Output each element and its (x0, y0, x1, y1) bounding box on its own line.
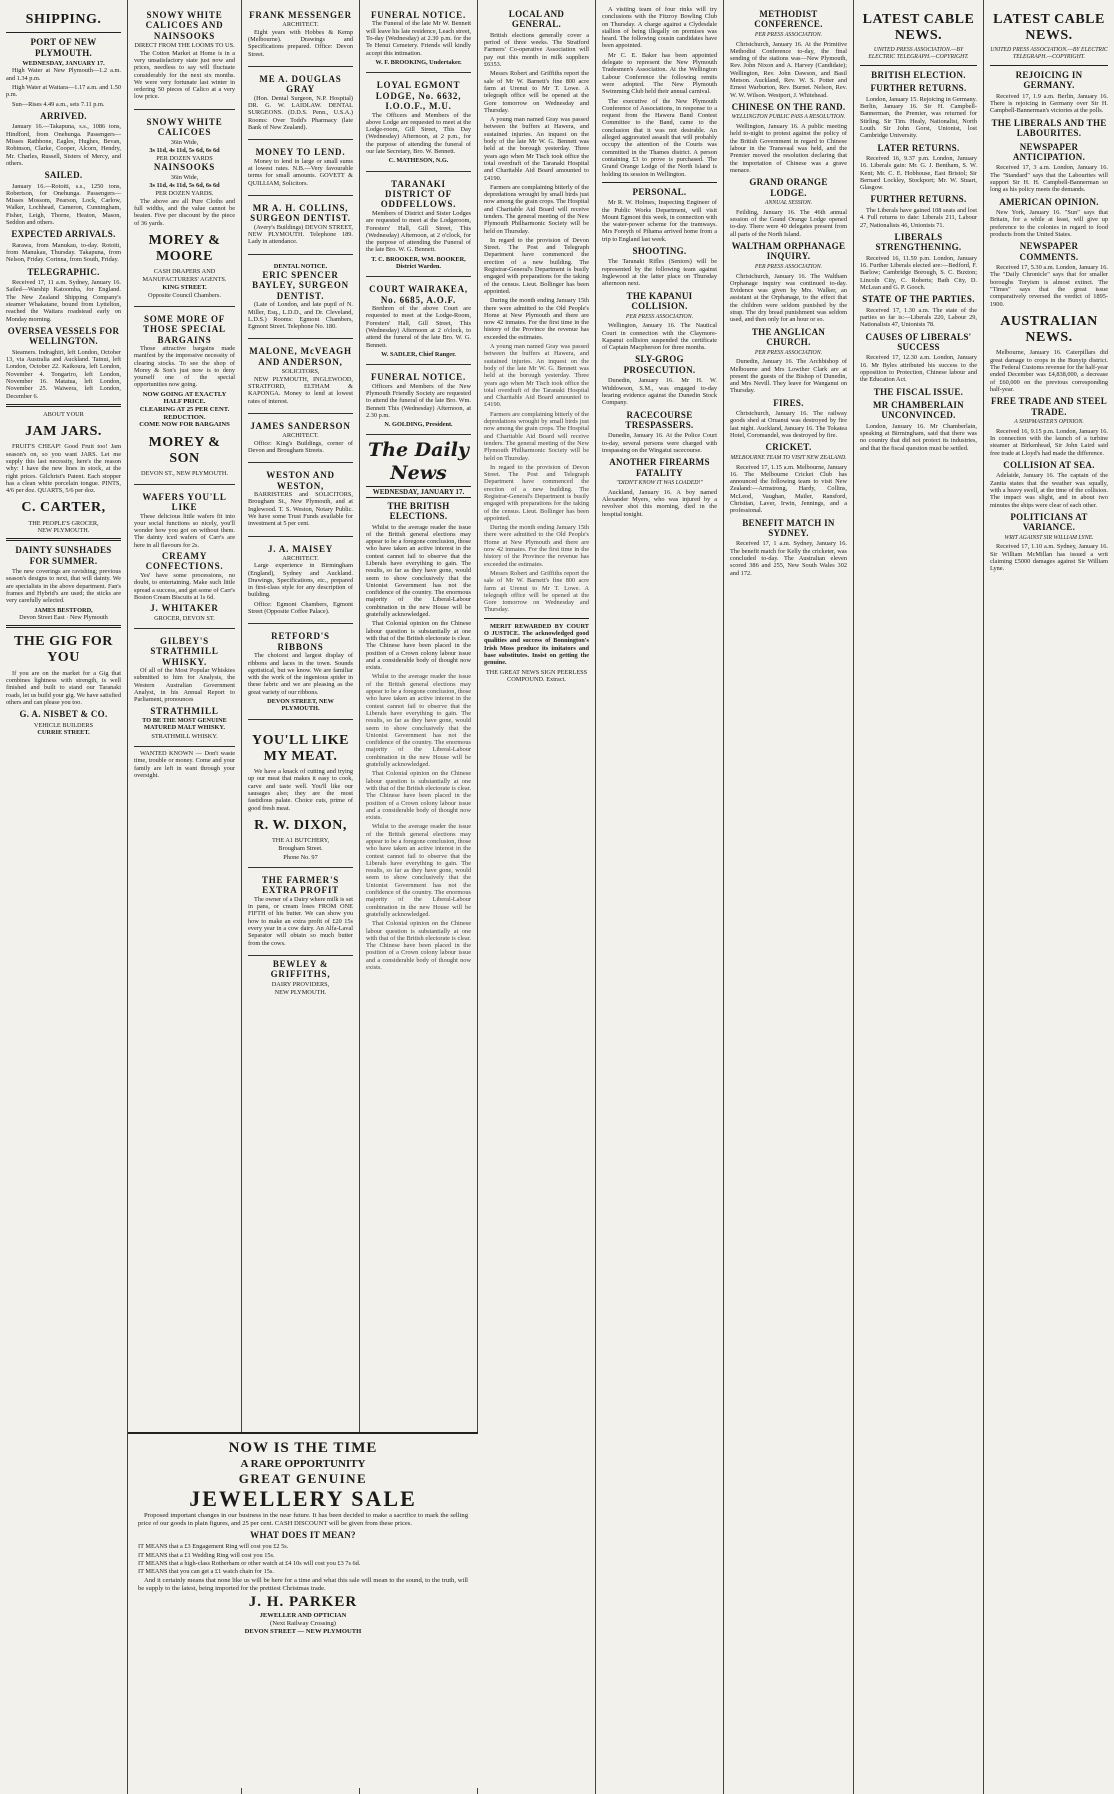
farmer-heading: THE FARMER'S EXTRA PROFIT (261, 874, 340, 896)
nisbet-sub: VEHICLE BUILDERS (33, 721, 94, 729)
local-text-3: A young man named Gray was passed between the buffers at Hawera, and sustained injuries. An inquest on the body of the late Mr W. G. Bennett was held at the borough yesterday. Three years ago when Mr Tisch took office the total overdraft of the Taranaki Hospital and Charitable Aid Board amounted to £4190. (484, 116, 589, 182)
merit-text: MERIT REWARDED BY COURT O JUSTICE. The acknowledged good qualities and success of Bonnington's Irish Moss produce its imitators and base substitutes. Insist on getting the genuine. (484, 622, 589, 667)
malone-sub: SOLICITORS, (281, 368, 320, 376)
anticipation-text: Received 17, 3 a.m. London, January 16. The "Standard" says that the Labourites will support Sir H. H. Campbell-Bannerman so long as his policy meets the demands. (990, 164, 1108, 194)
whitaker-name: J. WHITAKER (150, 603, 219, 614)
jewellery-sale-ad (128, 1432, 478, 1788)
clearing: CLEARING AT 25 PER CENT. REDUCTION. (139, 406, 230, 421)
morey-moore-loc: Opposite Council Chambers. (148, 292, 221, 300)
messenger-sub: ARCHITECT. (282, 21, 319, 29)
special-bargains-heading: SOME MORE OF THOSE SPECIAL BARGAINS (143, 313, 226, 345)
shooting-text: The Taranaki Rifles (Seniors) will be represented by the following team against Inglewood at the latter place on Thursday afternoon next. (602, 258, 717, 288)
sanderson-text: Office: King's Buildings, corner of Devon and Brougham Streets. (248, 439, 353, 454)
column-9 (984, 0, 1114, 1794)
expected-heading: EXPECTED ARRIVALS. (11, 229, 116, 240)
gray-text: (Hon. Dental Surgeon, N.P. Hospital) DR. G. W. LAIDLAW. DENTAL SURGEONS. (D.D.S. Penn., U.S.A.) Rooms: Over Todd's Pharmacy (late Bank of New Zealand). (248, 94, 353, 131)
gray-name: ME A. DOUGLAS GRAY (259, 73, 342, 95)
funeral-sig: W. F. BROOKING, Undertaker. (375, 58, 462, 66)
cable-heading-2: LATEST CABLE NEWS. (993, 12, 1105, 44)
racecourse-heading: RACECOURSE TRESPASSERS. (625, 409, 694, 430)
nainsooks-width: 36in Wide, (170, 173, 199, 181)
anglican-heading: THE ANGLICAN CHURCH. (751, 326, 826, 348)
means-item: IT MEANS that a £3 Engagement Ring will cost you £2 5s. (138, 1543, 289, 1551)
sailed-text: January 16.—Rotoiti, s.s., 1250 tons, Robertson, for Onehunga. Passengers—Misses Mossom, Pearson, Lock, Carlow, Walker, Lochhead, Cameron, Cunningham, Fisher, Leigh, Thorne, Heaton, Mason, Seddon and others. (6, 182, 121, 227)
funeral2-heading: FUNERAL NOTICE. (370, 372, 466, 383)
cricket-sub: MELBOURNE TEAM TO VISIT NEW ZEALAND. (730, 454, 847, 461)
waltham-text: Christchurch, January 16. The Waltham Orphanage inquiry was continued to-day. Evidence was given by Mrs. Walker, an assistant at the Orphanage, to the effect that the children were seldom punished by the strap. The dry bread punishment was seldom used, and then only for an hour or so. (730, 272, 847, 324)
dixon-loc: Brougham Street. (278, 845, 323, 853)
dainty-text: The new coverings are ravishing; previous season's designs to next, that will dainty. We are specialists in the above department. Fan's frames and Hybrid's are used; the sticks are very carefully selected. (6, 568, 121, 605)
morey-moore-name: MOREY & MOORE (148, 232, 221, 265)
funeral-heading: FUNERAL NOTICE. (370, 10, 466, 20)
money-text: Money to lend in large or small sums at lowest rates. N.B.—Very favourable terms for small amounts. GOVETT & QUILLIAM, Solicitors. (248, 157, 353, 187)
maisey-text: Large experience in Birmingham (England), Sydney and Auckland. Drawings, Specifications, etc., prepared in first-class style for any description of building. (248, 562, 353, 599)
local-text-4: Farmers are complaining bitterly of the depredations wrought by small birds just now among the grain crops. The Hospital and Charitable Aid Board will receive tenders. The general meeting of the New Plymouth Philharmonic Society will be held on Thursday. (484, 183, 589, 235)
bestford-loc: Devon Street East · New Plymouth (19, 613, 108, 621)
chamberlain-heading: MR CHAMBERLAIN UNCONVINCED. (873, 400, 964, 421)
further-returns-text: The Liberals have gained 108 seats and lost 4. Full returns to date: Liberals 211, Labour 27, Nationalists 46, Unionists 71. (860, 206, 977, 229)
column-1 (0, 0, 128, 1794)
anglican-sub: PER PRESS ASSOCIATION. (754, 349, 823, 356)
maisey-name: J. A. MAISEY (267, 543, 334, 554)
sanderson-sub: ARCHITECT. (282, 432, 319, 440)
australian-heading: AUSTRALIAN NEWS. (1000, 313, 1098, 346)
court-text: Brethren of the above Court are requested to meet at the Lodge-Room, Foresters' Hall, Gill Street, This (Wednesday) Afternoon at 2 o'clock, to attend the funeral of the late Bro. W. G. Bennett. (366, 305, 471, 349)
calicoes-width: 36in Wide, (170, 138, 199, 146)
shipowner-text: Received 16, 9.15 p.m. London, January 16. In connection with the launch of a turbine steamer at Birkenhead, Sir John Laird said free trade at Lloyd's had made the difference. (990, 427, 1108, 457)
sale-text: Proposed important changes in our business in the near future. It has been decided to make a sacrifice to mark the selling price of our goods in plain figures, and 25 per cent. CASH DISCOUNT will be given from these prices. (138, 1511, 468, 1527)
variance-sub: WRIT AGAINST SIR WILLIAM LYNE. (1004, 534, 1094, 541)
waltham-heading: WALTHAM ORPHANAGE INQUIRY. (731, 240, 846, 262)
means-item: IT MEANS that a high-class Rotherham or other watch at £4 10s will cost you £3 7s 6d. (138, 1559, 361, 1567)
whitaker-loc: GROCER, DEVON ST. (154, 614, 215, 622)
racecourse-text: Dunedin, January 16. At the Police Court to-day, several persons were charged with trespassing on the Wingatui racecourse. (602, 432, 717, 454)
meat-text: We have a knack of cutting and trying up our meat that makes it easy to cook, carve and taste well. You'll like our sausages also; they are the most fastidious palate. Choice cuts, prime of good fresh meat. (248, 768, 353, 812)
court-sig: W. SADLER, Chief Ranger. (381, 350, 456, 358)
special-bargains-text: Those attractive bargains made manifest by the impressive necessity of clearing stocks. To see the shop of Morey & Son's just now is to deny yourself one of the special opportunities now going. (134, 344, 235, 389)
rare-opportunity: A RARE OPPORTUNITY (240, 1457, 366, 1470)
germany-heading: REJOICING IN GERMANY. (1015, 69, 1083, 91)
gilbey-text: Of all of the Most Popular Whiskies submitted to him for Analysis, the Western Australian Government Analyst, in his Annual Report to Parliament, pronounces (134, 667, 235, 704)
wanted-text: WANTED KNOWN — Don't waste time, trouble or money. Come and your family are left in want through your oversight. (134, 749, 235, 779)
nainsooks-heading: NAINSOOKS (153, 162, 216, 173)
tide-line: High Water at New Plymouth—1.2 a.m. and 1.34 p.m. (6, 67, 121, 82)
variance-text: Received 17, 1.10 a.m. Sydney, January 16. Sir William McMillan has issued a writ claiming £5000 damages against Sir William Lyne. (990, 543, 1108, 573)
column-8 (854, 0, 984, 1794)
retford-heading: RETFORD'S RIBBONS (271, 631, 330, 652)
dixon-sub: THE A1 BUTCHERY, (271, 837, 330, 845)
morey-son-name: MOREY & SON (148, 434, 221, 467)
farmer-text: The owner of a Dairy where milk is set in pans, or cream loses FROM ONE FIFTH of his butter. We can show you how to make an extra profit of £20 15s every year in a cow dairy. An Alfa-Laval Separator will obtain so much butter from the cows. (248, 895, 353, 947)
nainsooks-text: The above are all Pure Cloths and full widths, and the value cannot be beaten. Five per discount by the piece of 36 yards. (134, 197, 235, 227)
morey-moore-sub: CASH DRAPERS AND MANUFACTURERS' AGENTS. (142, 268, 227, 283)
sailed-heading: SAILED. (44, 170, 83, 181)
chamberlain-text: London, January 16. Mr Chamberlain, speaking at Birmingham, said that there was no country that did not protect its industries, and that the fiscal question must be settled. (860, 422, 977, 452)
money-heading: MONEY TO LEND. (255, 147, 346, 158)
bayley-name: ERIC SPENCER BAYLEY, SURGEON DENTIST. (252, 269, 349, 301)
funeral2-sig: N. GOLDING, President. (384, 421, 453, 429)
cricket-text: Received 17, 1.15 a.m. Melbourne, January 16. The Melbourne Cricket Club has announced the following team to visit New Zealand:—Armstrong, Hardy, Collins, McLeod, Vaughan, Mailer, Ransford, Christian, Laver, Irwin, Jennings, and a professional. (730, 463, 847, 515)
now-going: NOW GOING AT EXACTLY HALF PRICE. (142, 390, 227, 406)
shooting-heading: SHOOTING. (632, 246, 687, 257)
collision-text: Adelaide, January 16. The captain of the Zanita states that the weather was squally, with a heavy swell, at the time of the collision. The impact was slight, and in about two minutes the ships were clear of each other. (990, 472, 1108, 509)
sly-text: Dunedin, January 16. Mr H. W. Widdowson, S.M., was engaged to-day hearing evidence against the Dunedin Stock Company. (602, 377, 717, 407)
morey-son-loc: DEVON ST., NEW PLYMOUTH. (141, 470, 228, 478)
local-text-10: During the month ending January 15th there were admitted to the Old People's Home at New Plymouth and there are now 42 inmates. For the first time in the history of the Province the revenue has exceeded the estimates. (484, 524, 589, 568)
lodge-sig: C. MATHESON, N.G. (388, 157, 449, 165)
benefit-heading: BENEFIT MATCH IN SYDNEY. (742, 517, 835, 539)
collision-heading: COLLISION AT SEA. (1003, 459, 1095, 470)
maisey-sub: ARCHITECT. (282, 554, 319, 562)
intro-text: A visiting team of four rinks will try conclusions with the Fitzroy Bowling Club on Thursday. A charge against a Clydesdale stallion of being illegally on premises was heard. The following cousin candidates have been appointed. (602, 6, 717, 50)
carter-loc: NEW PLYMOUTH. (37, 526, 90, 534)
gig-heading: THE GIG FOR YOU (14, 634, 113, 666)
local-text-8: Farmers are complaining bitterly of the depredations wrought by small birds just now among the grain crops. The Hospital and Charitable Aid Board will receive tenders. The general meeting of the New Plymouth Philharmonic Society will be held on Thursday. (484, 410, 589, 462)
cable-sub-2: UNITED PRESS ASSOCIATION.—BY ELECTRIC TELEGRAPH.—COPYRIGHT. (990, 47, 1108, 61)
collins-text: (Avery's Buildings) DEVON STREET, NEW PLYMOUTH. Telephone 189. Lady in attendance. (248, 223, 353, 246)
cable-sub: UNITED PRESS ASSOCIATION.—BY ELECTRIC TELEGRAPH.—COPYRIGHT. (868, 47, 969, 61)
jam-about: ABOUT YOUR (43, 410, 84, 418)
grand-heading: GRAND ORANGE LODGE. (749, 177, 828, 198)
comments-text: Received 17, 5.30 a.m. London, January 16. The "Daily Chronicle" says that for smaller boroughs Toryism is almost extinct. The "Times" says that the great issue comparatively reversed the verdict of 1895-1900. (990, 264, 1108, 308)
election-text-2: That Colonial opinion on the Chinese labour question is substantially at one with that of the British electorate is clear. The Chinese have been placed in the position of a Crown colony labour issue and a considerable body of thought now exists. (366, 620, 471, 672)
nainsooks-prices: 3s 11d, 4s 11d, 5s 6d, 6s 6d (149, 182, 220, 190)
sly-heading: SLY-GROG PROSECUTION. (623, 354, 696, 375)
election-text-6: That Colonial opinion on the Chinese labour question is substantially at one with that of the British electorate is clear. The Chinese have been placed in the position of a Crown colony labour issue and a considerable body of thought now exists. (366, 920, 471, 972)
strengthening-text: Received 16, 11.59 p.m. London, January 16. Further Liberals elected are:—Bedford, F. Barlow; Cambridge Borough, S. C. Buxton; Lincoln City, C. Roberts; Bath City, D. McLean and G. P. Gooch. (860, 254, 977, 291)
shipping-heading: SHIPPING. (25, 12, 102, 27)
means-item: IT MEANS that a £1 Wedding Ring will cost you 15s. (138, 1551, 275, 1559)
telegraphic-text: Received 17, 11 a.m. Sydney, January 16. Sailed—Warship Katoomba, for England. The New Zealand Shipping Company's steamer Whakatane, bound from Lyttelton, reached the Waitara roadstead early on Monday morning. (6, 279, 121, 323)
malone-text: NEW PLYMOUTH, INGLEWOOD, STRATFORD, ELTHAM & KAPONGA. Money to lend at lowest rates of interest. (248, 375, 353, 405)
morey-moore-street: KING STREET. (162, 284, 207, 292)
now-is-the-time: NOW IS THE TIME (228, 1440, 378, 1456)
later-returns-text: Received 16, 9.37 p.m. London, January 16. Liberals gain: Mr. G. J. Bentham, S. W. Kent; Mr. C. E. Hobhouse, East Bristol; Sir Bernard Lockley, Stockport; Mr. W. Stuart, Glasgow. (860, 155, 977, 192)
freetrade-heading: FREE TRADE AND STEEL TRADE. (990, 396, 1108, 417)
intro-text-2: Mr C. E. Baker has been appointed delegate to represent the New Plymouth Tradesmen's Association. At the Wellington Labour Conference the following remits were adopted. The New Plymouth Swimming Club held their annual carnival. (602, 51, 717, 96)
gilbey-end: STRATHMILL WHISKY. (151, 732, 218, 740)
oddfellows-text: Members of District and Sister Lodges are requested to meet at the Lodgeroom, Foresters' Hall, Gill Street, This (Wednesday) Afternoon, at 2 o'clock, for the purpose of attending the Funeral of the late Bro. W. G. Bennett. (366, 209, 471, 254)
election-text-3: Whilst to the average reader the issue of the British general elections may appear to be a foregone conclusion, those who have taken an active interest in the contest cannot fail to observe that the Liberals have everything to gain. The results, so far as they have gone, would seem to show conclusively that the Unionist Government has not the confidence of the country. The enormous majority of the Liberal-Labour combination in the new House will be gratefully acknowledged. (366, 673, 471, 769)
methodist-text: Christchurch, January 16. At the Primitive Methodist Conference to-day, the final sending of the stations was—New Plymouth, Rev. John Nixon and A. Harvey (Candidate); Wellington, Rev. John Dawson, and Basil Metson. Auckland, Rev. W. S. Potter and Ernest Warburton, Rev. Burnet. Nelson, Rev. W. W. Wilson. Westport, J. Whitehead. (730, 40, 847, 99)
bewley-loc: NEW PLYMOUTH. (274, 989, 327, 997)
election-text-4: That Colonial opinion on the Chinese labour question is substantially at one with that of the British electorate is clear. The Chinese have been placed in the position of a Crown colony labour issue and a considerable body of thought now exists. (366, 770, 471, 822)
snowy-heading: SNOWY WHITE CALICOES AND NAINSOOKS (145, 10, 224, 41)
gig-text: If you are on the market for a Gig that combines lightness with strength, is well finished and built to stand our Taranaki roads, let us build your gig. We have satisfied others and can please you too. (6, 669, 121, 706)
meat-heading: YOU'LL LIKE MY MEAT. (252, 732, 349, 764)
malone-name: MALONE, McVEAGH AND ANDERSON, (249, 346, 352, 367)
messenger-text: Eight years with Hobbes & Kemp (Melbourne). Drawings and Specifications prepared. Office: Devon Street. (248, 28, 353, 58)
parties-text: Received 17, 1.30 a.m. The state of the parties so far is:—Liberals 220, Labour 29, Nationalists 47, Unionists 78. (860, 306, 977, 329)
maisey-office: Office: Egmont Chambers, Egmont Street (Opposite Coffee Palace). (248, 600, 353, 616)
oversea-text: Steamers. Indraghiri, left London, October 13, via Australia and Auckland. Tainui, left London, October 22. Kaikoura, left London, November 4. Tongariro, left London, November 16. Matatua, left London, November 25. Waiwera, left London, December 6. (6, 348, 121, 400)
later-returns-heading: LATER RETURNS. (877, 142, 960, 153)
tide-line: High Water at Waitara—1.17 a.m. and 1.50 p.m. (6, 84, 121, 99)
grand-text: Feilding, January 16. The 46th annual session of the Grand Orange Lodge opened to-day. There were 40 delegates present from all parts of the North Island. (730, 208, 847, 238)
oddfellows-sig: T. C. BROOKER, WM. BOOKER, District Warden. (371, 255, 466, 270)
parker-note: (Next Railway Crossing) (270, 1619, 336, 1627)
dental-notice: DENTAL NOTICE. (273, 262, 328, 270)
fires-text: Christchurch, January 16. The railway goods shed at Oruanui was destroyed by fire last night. Auckland, January 16. The Tokatea Hotel, Coromandel, was destroyed by fire. (730, 410, 847, 440)
tide-line: Sun—Rises 4.49 a.m., sets 7.11 p.m. (12, 100, 105, 108)
creamy-heading: CREAMY CONFECTIONS. (145, 551, 224, 572)
wafers-text: These delicious little wafers fit into your social functions so nicely, you'll wonder how you got on without them. The dainty iced wafers of Carr's are here in all flavours for 2s. (134, 512, 235, 549)
kapanui-sub: PER PRESS ASSOCIATION. (625, 313, 694, 320)
carter-sub: THE PEOPLE'S GROCER, (28, 519, 99, 527)
weston-text: BARRISTERS and SOLICITORS, Brougham St., New Plymouth, and at Inglewood. T. S. Weston, Notary Public. We have some Trust Funds available for investment at 5 per cent. (248, 491, 353, 528)
oddfellows-heading: TARANAKI DISTRICT OF ODDFELLOWS. (380, 178, 457, 210)
american-text: New York, January 16. "Sun" says that Britain, for a while at least, will give up preference to the colonies in regard to food products from the United States. (990, 209, 1108, 238)
further-heading: FURTHER RETURNS. (870, 83, 967, 94)
merit-sig: THE GREAT NEWS SIGN PEERLESS COMPOUND. Extract. (485, 668, 588, 683)
court-heading: COURT WAIRAKEA, No. 6685, A.O.F. (369, 284, 468, 305)
column-6 (596, 0, 724, 1794)
election-text: Whilst to the average reader the issue of the British general elections may appear to be a foregone conclusion, those who have taken an active interest in the contest cannot fail to observe that the Liberals have everything to gain. The results, so far as they have gone, would seem to show conclusively that the Unionist Government has not the confidence of the country. The enormous majority of the Liberal-Labour combination in the new House will be gratefully acknowledged. (366, 523, 471, 619)
chinese-heading: CHINESE ON THE RAND. (731, 101, 846, 112)
local-text: British elections generally cover a period of three weeks. The Stratford Farmers' Co-operative Association will pay out this month in milk suppliers £6353. (484, 31, 589, 69)
kapanui-text: Wellington, January 16. The Nautical Court in connection with the Claymore-Kapanui collision suspended the certificate of Captain Macpherson for three months. (602, 322, 717, 352)
port-heading: PORT OF NEW PLYMOUTH. (30, 37, 97, 58)
bewley-sub: DAIRY PROVIDERS, (271, 980, 330, 988)
masthead: The Daily News (368, 439, 469, 484)
shipowner-heading: A SHIPMASTER'S OPINION. (1014, 419, 1084, 426)
germany-text: Received 17, 1.9 a.m. Berlin, January 16. There is rejoicing in Germany over Sir H. Campbell-Bannerman's victories at the polls. (990, 92, 1108, 115)
election-heading: THE BRITISH ELECTIONS. (387, 500, 450, 522)
firearms-text: Auckland, January 16. A boy named Alexander Myers, who was injured by a revolver shot this morning, died in the hospital tonight. (602, 488, 717, 518)
bewley-name: BEWLEY & GRIFFITHS, (270, 958, 331, 980)
local-heading: LOCAL AND GENERAL. (508, 9, 565, 30)
gilbey-claim: TO BE THE MOST GENUINE MATURED MALT WHISKY. (142, 717, 227, 732)
arrived-heading: ARRIVED. (40, 110, 87, 121)
chinese-text: Wellington, January 16. A public meeting held to-night to protest against the policy of the British Government in regard to Chinese labour in the Transvaal was held, and the Premier moved the resolution declaring that the importation of Chinese was a grave menace. (730, 123, 847, 174)
cable-heading: LATEST CABLE NEWS. (862, 12, 975, 44)
jewellery-sale: JEWELLERY SALE (189, 1485, 417, 1511)
what-heading: WHAT DOES IT MEAN? (250, 1530, 356, 1541)
cricket-heading: CRICKET. (765, 442, 812, 453)
fires-heading: FIRES. (773, 397, 804, 408)
weston-name: WESTON AND WESTON, (266, 470, 335, 491)
local-text-6: During the month ending January 15th there were admitted to the Old People's Home at New Plymouth and there are now 42 inmates. For the first time in the history of the Province the revenue has exceeded the estimates. (484, 297, 589, 341)
local-text-11: Messrs Robert and Griffiths report the sale of Mr W. Barnett's fine 800 acre farm at Urenui to Mr T. Lowe. A telegraph office will be opened at the Gore tomorrow on Wednesday and Thursday. (484, 569, 589, 614)
parker-name: J. H. PARKER (248, 1594, 358, 1611)
local-text-9: In regard to the provision of Devon Street. The Post and Telegraph Department have commenced the erection of a new building. The Registrar-General's Department is busily engaged with preparations for the taking of the census. Lieut. Bollinger has been appointed. (484, 463, 589, 522)
port-date: WEDNESDAY, JANUARY 17. (22, 60, 105, 68)
variance-heading: POLITICIANS AT VARIANCE. (1010, 511, 1088, 533)
personal-text: Mr R. W. Holmes, Inspecting Engineer of the Public Works Department, will visit Mount Egmont this week, in connection with the water-power scheme for the tramways. Mrs Foreyth of Pihama arrived home from a trip to England last week. (602, 199, 717, 243)
jam-heading: JAM JARS. (25, 424, 102, 440)
parker-loc: DEVON STREET — NEW PLYMOUTH (244, 1627, 362, 1635)
funeral-text: The Funeral of the late Mr W. Bennett will leave his late residence, Leach street, To-day (Wednesday) at 2.30 p.m. for the Te Henui Cemetery. Friends will kindly accept this intimation. (366, 20, 471, 57)
calicoes-prices: 3s 11d, 4s 11d, 5s 6d, 6s 6d (149, 146, 220, 154)
nisbet-name: G. A. NISBET & CO. (19, 709, 108, 720)
retford-text: The choicest and largest display of ribbons and laces in the town. Sounds egotistical, but we know. We are familiar with the work of the ingenious spider in these fabric and we are pleasing as the great variety of our ribbons. (248, 652, 353, 696)
lodge-heading: LOYAL EGMONT LODGE, No. 6632, I.O.O.F., M.U. (375, 80, 462, 112)
telegraphic-heading: TELEGRAPHIC. (27, 266, 100, 277)
british-heading: BRITISH ELECTION. (871, 69, 966, 80)
snowy-text: The Cotton Market at Home is in a very unsatisfactory state just now and prices, needless to say will fluctuate considerably for the next six months. We were very fortunate last winter in ordering 50 pieces of Calico at a very low price. (134, 49, 235, 101)
benefit-text: Received 17, 1 a.m. Sydney, January 16. The benefit match for Kelly the cricketer, was concluded to-day. The Australian eleven scored 386 and 255, New South Wales 302 and 172. (730, 540, 847, 577)
calicoes-heading: SNOWY WHITE CALICOES (146, 116, 223, 138)
jam-text: FRUIT'S CHEAP! Good Fruit too! Jam season's on, so you want JARS. Let me supply this last necessity, here's the reason why: I have the new lines in stock, at the right prices. Gilchrist's Patent. Each stopper has a clean white porcelain tongue. PINTS, 4/6 per doz. QUARTS, 5/6 per doz. (6, 443, 121, 495)
australian-text: Melbourne, January 16. Caterpillars did great damage to crops in the Bunyip district. The Federal Customs revenue for the half-year ended December was £4,838,000, a decrease of £60,000 on the previous corresponding half-year. (990, 349, 1108, 393)
comments-heading: NEWSPAPER COMMENTS. (1019, 241, 1079, 262)
masthead-date: WEDNESDAY, JANUARY 17. (366, 486, 471, 498)
dixon-name: R. W. DIXON, (254, 817, 347, 833)
column-5 (478, 0, 596, 1794)
arrived-text: January 16.—Takapuna, s.s., 1086 tons, Hindford, from Onehunga. Passengers—Misses Rathbone, Eagles, Hughes, Bevan, Robinson, Clarke, Cooper, Alcorn, Hendry, Mr. Charles, Russell, Sisters of Mercy, and others. (6, 123, 121, 167)
liberals-labour-heading: THE LIBERALS AND THE LABOURITES. (991, 117, 1107, 139)
personal-heading: PERSONAL. (632, 186, 687, 197)
anticipation-heading: NEWSPAPER ANTICIPATION. (1012, 141, 1086, 162)
local-text-7: A young man named Gray was passed between the buffers at Hawera, and sustained injuries. An inquest on the body of the late Mr W. G. Bennett was held at the borough yesterday. Three years ago when Mr Tisch took office the total overdraft of the Taranaki Hospital and Charitable Aid Board amounted to £4190. (484, 343, 589, 409)
election-text-5: Whilst to the average reader the issue of the British general elections may appear to be a foregone conclusion, those who have taken an active interest in the contest cannot fail to observe that the Liberals have everything to gain. The results, so far as they have gone, would seem to show conclusively that the Unionist Government has not the confidence of the country. The enormous majority of the Liberal-Labour combination in the new House will be gratefully acknowledged. (366, 823, 471, 918)
local-text-5: In regard to the provision of Devon Street. The Post and Telegraph Department have commenced the erection of a new building. The Registrar-General's Department is busily engaged with preparations for the taking of the census. Lieut. Bollinger has been appointed. (484, 236, 589, 295)
snowy-sub: DIRECT FROM THE LOOMS TO US. (134, 42, 235, 50)
means-item: IT MEANS that you can get a £1 watch chain for 15s. (138, 1568, 274, 1576)
great-genuine: GREAT GENUINE (238, 1470, 368, 1486)
lodge-text: The Officers and Members of the above Lodge are requested to meet at the Lodge-room, Gill Street, This Day (Wednesday) Afternoon, at 2 p.m., for the purpose of attending the funeral of our late Secretary, Bro. W. Bennett. (366, 111, 471, 156)
grand-sub: ANNUAL SESSION. (764, 200, 813, 207)
collins-name: MR A. H. COLLINS, SURGEON DENTIST. (250, 202, 351, 224)
kapanui-heading: THE KAPANUI COLLISION. (626, 290, 693, 312)
nainsooks-per: PER DOZEN YARDS. (155, 190, 214, 198)
nisbet-loc: CURRIE STREET. (37, 728, 90, 736)
strengthening-heading: LIBERALS STRENGTHENING. (875, 231, 962, 253)
intro-text-3: The executive of the New Plymouth Conference of Associations, in response to a request from the Hawera Band Contest Committee to the Band, came to the conclusion that it was not desirable. An alleged aggravated assault that will probably occupy the attention of the Courts was committed in the Thames district. A person containing £3 to prove is purchased. The Grand Orange Lodge of the North Island is holding its session in Wellington. (602, 97, 717, 178)
expected-text: Rarawa, from Manukau, to-day. Rotoiti, from Manukau, Thursday. Takapuna, from Nelson, Friday. Corinna, from South, Friday. (6, 241, 121, 264)
means-text: And it certainly means that none like us will be here for a time and what this sale will mean to the sound, to the truth, will be supply to the latest, being imported for the prettiest Christmas trade. (138, 1576, 468, 1592)
causes-text: Received 17, 12.30 a.m. London, January 16. Mr Byles attributed his success to the opposition to Protection, Chinese labour and the Education Act. (860, 354, 977, 384)
fiscal-heading: THE FISCAL ISSUE. (873, 386, 964, 397)
british-text: London, January 15. Rejoicing in Germany. Berlin, January 16. Sir H. Campbell-Bannerman, the Premier, was returned for Stirling. Sir Tim. Healy, Nationalist, North Louth. Sir John Gorst, Unionist, lost Cambridge University. (860, 95, 977, 140)
bestford-name: JAMES BESTFORD, (34, 606, 93, 614)
causes-heading: CAUSES OF LIBERALS' SUCCESS (865, 331, 972, 352)
waltham-sub: PER PRESS ASSOCIATION. (754, 263, 823, 270)
creamy-text: Yes' have some processions, no doubt, to entertaining. Make such little spread a success, and get some of Carr's Boston Cream Biscuits at 1s 6d. (134, 571, 235, 601)
local-text-2: Messrs Robert and Griffiths report the sale of Mr W. Barnett's fine 800 acre farm at Urenui to Mr T. Lowe. A telegraph office will be opened at the Gore tomorrow on Wednesday and Thursday. (484, 70, 589, 114)
dainty-heading: DAINTY SUNSHADES FOR SUMMER. (15, 545, 112, 566)
oversea-heading: OVERSEA VESSELS FOR WELLINGTON. (7, 325, 120, 347)
funeral2-text: Officers and Members of the New Plymouth Friendly Society are requested to attend the funeral of the late Bro. Wm. Bennett This (Wednesday) Afternoon, at 2.30 p.m. (366, 382, 471, 419)
messenger-name: FRANK MESSENGER (249, 10, 352, 20)
wafers-heading: WAFERS YOU'LL LIKE (142, 491, 227, 513)
further-returns-heading: FURTHER RETURNS. (870, 194, 967, 205)
anglican-text: Dunedin, January 16. The Archbishop of Melbourne and Mrs Lowther Clark are at present the guests of the Bishop of Dunedin, and Mrs Nevill. They leave for Wanganui on Thursday. (730, 358, 847, 395)
sanderson-name: JAMES SANDERSON (250, 420, 351, 431)
parties-heading: STATE OF THE PARTIES. (862, 294, 975, 305)
gilbey-heading: GILBEY'S STRATHMILL WHISKY. (150, 635, 219, 667)
methodist-sub: PER PRESS ASSOCIATION. (754, 31, 823, 38)
parker-sub: JEWELLER AND OPTICIAN (259, 1611, 347, 1619)
carter-name: C. CARTER, (21, 500, 106, 516)
american-heading: AMERICAN OPINION. (999, 196, 1099, 207)
gilbey-product: STRATHMILL (150, 705, 219, 716)
firearms-heading: ANOTHER FIREARMS FATALITY (609, 457, 710, 478)
come-now: COME NOW FOR BARGAINS (139, 421, 230, 429)
bayley-text: (Late of London, and late pupil of N. Miller, Esq., L.D.D., and Dr. Cleveland, L.D.S.) Rooms: Egmont Chambers, Egmont Street. Telephone No. 180. (248, 301, 353, 331)
firearms-sub: "DIDN'T KNOW IT WAS LOADED!" (616, 480, 703, 487)
column-7 (724, 0, 854, 1794)
chinese-sub: WELLINGTON PUBLIC PASS A RESOLUTION. (731, 114, 846, 121)
methodist-heading: METHODIST CONFERENCE. (754, 9, 823, 30)
retford-loc: DEVON STREET, NEW PLYMOUTH. (267, 697, 334, 713)
calicoes-per: PER DOZEN YARDS (156, 155, 213, 163)
dixon-phone: Phone No. 97 (283, 853, 318, 861)
